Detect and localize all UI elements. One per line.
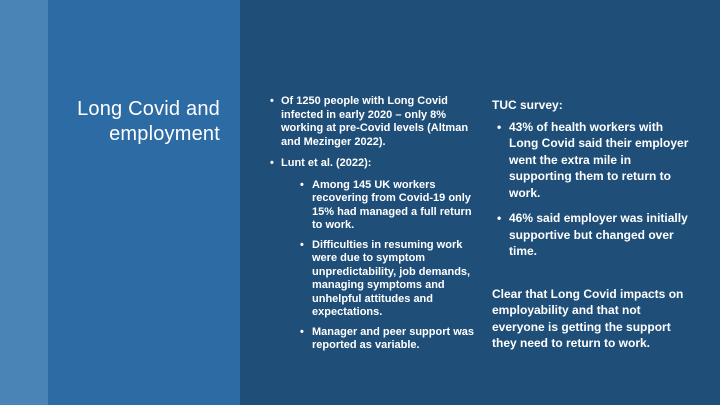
- bullet-marker: •: [270, 157, 274, 169]
- bullet-text: Among 145 UK workers recovering from Covid-19 only 15% had managed a full return to work.: [312, 178, 472, 231]
- bullet-text: Of 1250 people with Long Covid infected in early 2020 – only 8% working at pre-Covid levels (Altman and Mezinger 2022).: [281, 95, 469, 148]
- bullet-item: [268, 95, 484, 149]
- bullet-item: [492, 210, 692, 260]
- bullet-marker: •: [497, 119, 502, 134]
- left-accent-strip: [0, 0, 48, 405]
- bullet-marker: •: [270, 95, 274, 107]
- bullet-item: [268, 157, 484, 171]
- bullet-text: Difficulties in resuming work were due to symptom unpredictability, job demands, managing symptoms and unhelpful attitudes and expectations.: [312, 238, 471, 318]
- closing-paragraph: Clear that Long Covid impacts on employability and that not everyone is getting the support they need to return to work.: [492, 286, 684, 350]
- bullet-marker: •: [300, 238, 304, 251]
- bullet-item: [492, 119, 692, 202]
- bullet-text: Manager and peer support was reported as variable.: [312, 325, 474, 351]
- tuc-survey-heading: TUC survey:: [492, 98, 563, 112]
- bullet-text: 46% said employer was initially supportive but changed over time.: [509, 211, 688, 258]
- bullet-text: Lunt et al. (2022):: [281, 157, 372, 169]
- title-panel: [48, 0, 240, 405]
- slide-title: Long Covid and employment: [77, 98, 220, 145]
- bullet-marker: •: [300, 178, 304, 191]
- bullet-item-sub: [268, 239, 484, 320]
- bullet-item-sub: [268, 179, 484, 233]
- bullet-item-sub: [268, 326, 484, 353]
- bullet-marker: •: [497, 211, 502, 225]
- right-column: [492, 97, 692, 352]
- bullet-marker: •: [300, 325, 304, 338]
- body-bullet-list: [268, 95, 484, 359]
- bullet-text: 43% of health workers with Long Covid said their employer went the extra mile in supporting them to return to work.: [509, 119, 689, 200]
